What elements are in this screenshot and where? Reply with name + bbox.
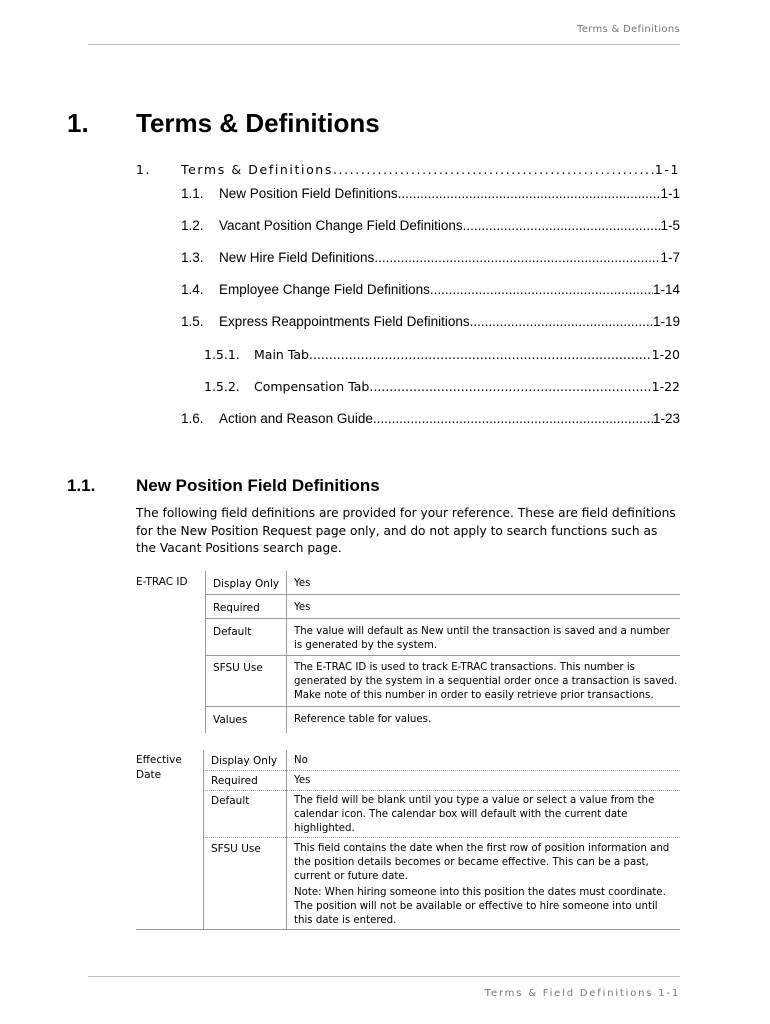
- toc-leader: [430, 282, 653, 297]
- toc-page: 1-7: [660, 250, 680, 265]
- toc-label: Employee Change Field Definitions: [219, 282, 430, 297]
- toc-number: 1.: [136, 162, 152, 177]
- toc-leader: [470, 314, 653, 329]
- toc-entry[interactable]: [181, 411, 680, 426]
- toc-entry[interactable]: [204, 379, 680, 394]
- row-divider: [205, 706, 680, 707]
- toc-page: 1-23: [652, 411, 680, 426]
- section-number: 1.1.: [67, 476, 96, 495]
- toc-entry[interactable]: [181, 314, 680, 329]
- toc-page: 1-20: [651, 347, 680, 362]
- toc-label: Action and Reason Guide: [219, 411, 373, 426]
- toc-entry[interactable]: [181, 186, 680, 201]
- attribute-label: Required: [213, 602, 260, 614]
- attribute-label: Default: [211, 795, 250, 807]
- row-divider: [203, 790, 680, 791]
- toc-leader: [373, 411, 653, 426]
- toc-page: 1-5: [660, 218, 680, 233]
- toc-label: Express Reappointments Field Definitions: [219, 314, 470, 329]
- footer-rule: [88, 976, 680, 977]
- toc-label: New Position Field Definitions: [219, 186, 398, 201]
- toc-number: 1.5.1.: [204, 347, 240, 362]
- attribute-value: Yes: [294, 602, 311, 613]
- attribute-value: No: [294, 755, 308, 766]
- attribute-label: Required: [211, 775, 258, 787]
- attribute-note: Note: When hiring someone into this position the dates must coordinate. The position will not be available or effective to hire someone into until this date is entered.: [294, 887, 666, 926]
- toc-entry[interactable]: [181, 250, 680, 265]
- toc-label: New Hire Field Definitions: [219, 250, 375, 265]
- toc-number: 1.6.: [181, 411, 204, 426]
- attribute-value: The value will default as New until the transaction is saved and a number is generated by the system.: [294, 626, 670, 651]
- toc-number: 1.1.: [181, 186, 204, 201]
- row-divider: [205, 655, 680, 656]
- field-label: E-TRAC ID: [136, 576, 188, 588]
- toc-number: 1.2.: [181, 218, 204, 233]
- toc-leader: [369, 379, 651, 394]
- attribute-label: Display Only: [213, 578, 280, 590]
- header-rule: [88, 44, 680, 45]
- attribute-value: This field contains the date when the first row of position information and the position details becomes or became effective. This can be a past, current or future date.: [294, 843, 670, 882]
- attribute-label: Values: [213, 714, 248, 726]
- toc-leader: [374, 250, 660, 265]
- toc-label: Main Tab: [254, 347, 309, 362]
- attribute-label: SFSU Use: [211, 843, 261, 855]
- toc-number: 1.4.: [181, 282, 204, 297]
- attribute-value: The E-TRAC ID is used to track E-TRAC transactions. This number is generated by the system in a sequential order once a transaction is saved. Make note of this number in order to easily retrieve prior transactions.: [294, 662, 678, 701]
- row-divider: [203, 837, 680, 838]
- toc-entry[interactable]: [181, 218, 680, 233]
- attribute-value: The field will be blank until you type a value or select a value from the calendar icon. The calendar box will default with the current date highlighted.: [294, 795, 655, 834]
- field-label: Effective Date: [136, 754, 182, 781]
- toc-label: Terms & Definitions: [181, 162, 333, 177]
- toc-number: 1.5.: [181, 314, 204, 329]
- row-divider: [205, 594, 680, 595]
- toc-leader: [398, 186, 661, 201]
- toc-label: Compensation Tab: [254, 379, 370, 394]
- section-intro: The following field definitions are provided for your reference. These are field definitions for the New Position Request page only, and do not apply to search functions such as the Vacant Positions search page.: [136, 506, 676, 555]
- toc-leader: [309, 347, 652, 362]
- toc-entry[interactable]: [181, 282, 680, 297]
- attribute-label: Default: [213, 626, 252, 638]
- toc-number: 1.5.2.: [204, 379, 240, 394]
- column-rule: [286, 750, 287, 930]
- section-title: New Position Field Definitions: [136, 476, 380, 495]
- toc-leader: [463, 218, 661, 233]
- column-rule: [205, 571, 206, 733]
- toc-number: 1.3.: [181, 250, 204, 265]
- column-rule: [286, 571, 287, 733]
- toc-page: 1-1: [660, 186, 680, 201]
- toc-page: 1-19: [652, 314, 680, 329]
- toc-entry[interactable]: [136, 162, 680, 177]
- attribute-label: SFSU Use: [213, 662, 263, 674]
- column-rule: [203, 750, 204, 930]
- attribute-value: Yes: [294, 775, 311, 786]
- toc-label: Vacant Position Change Field Definitions: [219, 218, 463, 233]
- toc-page: 1-1: [654, 162, 680, 177]
- chapter-number: 1.: [67, 108, 89, 138]
- toc-page: 1-22: [651, 379, 680, 394]
- running-header: Terms & Definitions: [577, 24, 680, 35]
- page-footer: Terms & Field Definitions 1-1: [484, 988, 680, 999]
- row-divider: [205, 618, 680, 619]
- toc-page: 1-14: [652, 282, 680, 297]
- toc-entry[interactable]: [204, 347, 680, 362]
- attribute-label: Display Only: [211, 755, 278, 767]
- attribute-value: Yes: [294, 578, 311, 589]
- table-bottom-rule: [136, 929, 680, 930]
- toc-leader: [333, 162, 655, 177]
- row-divider: [203, 770, 680, 771]
- chapter-title: Terms & Definitions: [136, 108, 380, 138]
- attribute-value: Reference table for values.: [294, 714, 432, 725]
